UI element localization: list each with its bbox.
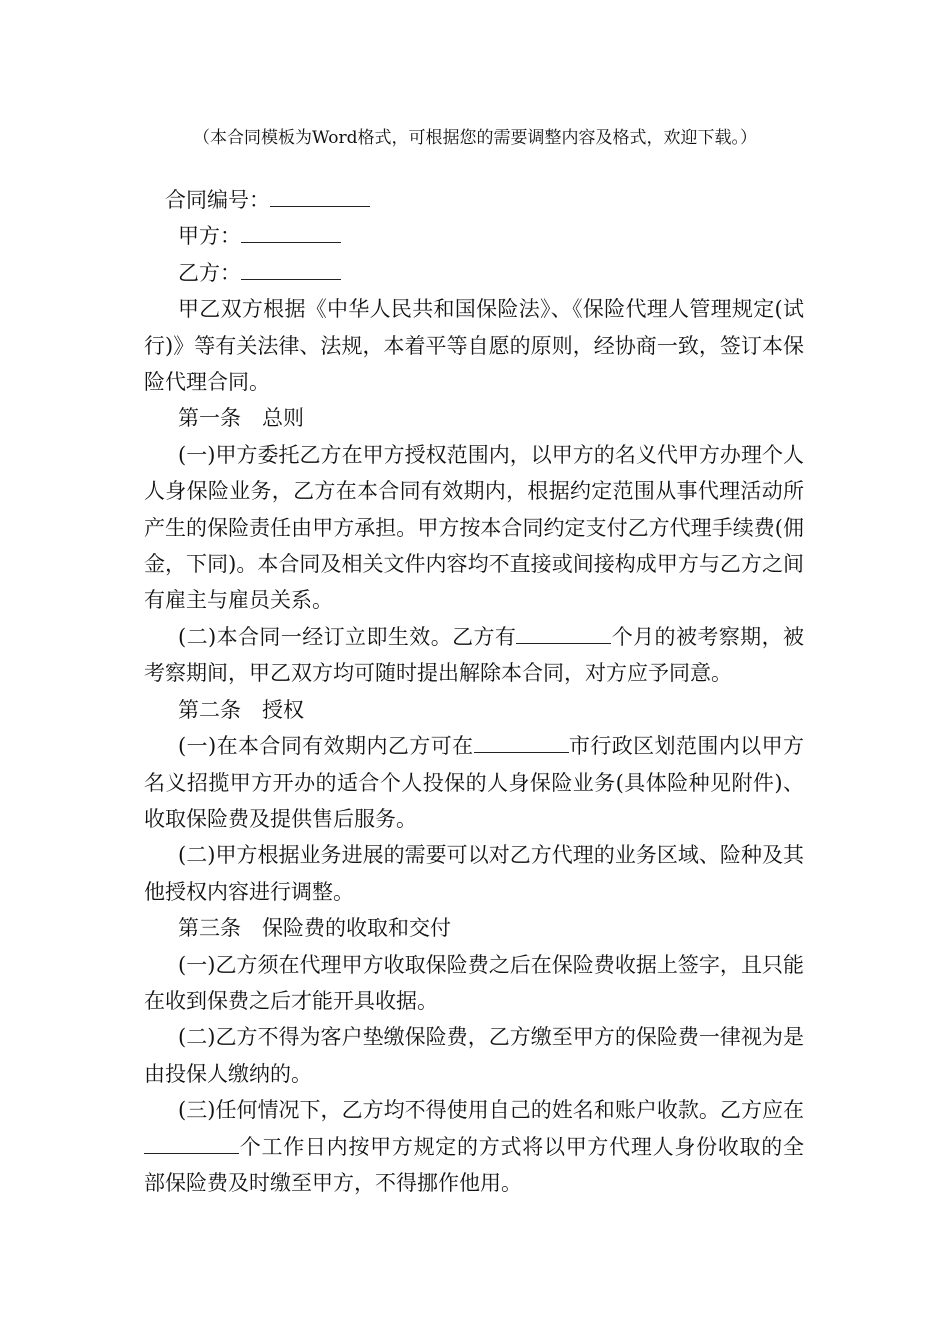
contract-body	[144, 182, 804, 1201]
article-2-clause-2: (二)甲方根据业务进展的需要可以对乙方代理的业务区域、险种及其他授权内容进行调整。	[144, 843, 804, 904]
article-3-title: 第三条 保险费的收取和交付	[178, 916, 451, 941]
party-a-blank	[241, 241, 341, 243]
contract-number-blank	[270, 205, 370, 207]
clause-text: (二)本合同一经订立即生效。乙方有	[178, 624, 517, 649]
contract-number-label: 合同编号：	[165, 188, 270, 212]
clause-text: 市行政区划范围内以甲方名义招揽甲方开办的适合个人投保的人身保险业务(具体险种见附件)、收取保险费及提供售后服务。	[144, 734, 805, 831]
template-note: （本合同模板为Word格式，可根据您的需要调整内容及格式，欢迎下载。）	[192, 128, 758, 148]
article-2-clause-1	[144, 728, 804, 837]
party-b-label: 乙方：	[178, 260, 241, 285]
article-3-clause-1: (一)乙方须在代理甲方收取保险费之后在保险费收据上签字，且只能在收到保费之后才能开具收据。	[144, 952, 804, 1013]
article-3-clause-3	[144, 1092, 804, 1201]
article-3-clause-2: (二)乙方不得为客户垫缴保险费，乙方缴至甲方的保险费一律视为是由投保人缴纳的。	[144, 1025, 804, 1086]
party-b-blank	[241, 278, 341, 280]
clause-text: 个月的被考察期，被考察期间，甲乙双方均可随时提出解除本合同，对方应予同意。	[144, 624, 804, 686]
clause-text: (三)任何情况下，乙方均不得使用自己的姓名和账户收款。乙方应在	[178, 1098, 804, 1123]
article-1-title: 第一条 总则	[178, 406, 304, 431]
party-a-line	[144, 218, 804, 254]
clause-text: 个工作日内按甲方规定的方式将以甲方代理人身份收取的全部保险费及时缴至甲方，不得挪作他用。	[144, 1134, 804, 1195]
fill-blank-city	[474, 751, 569, 753]
clause-text: (一)在本合同有效期内乙方可在	[178, 734, 474, 759]
intro-paragraph: 甲乙双方根据《中华人民共和国保险法》、《保险代理人管理规定(试行)》等有关法律、法规，本着平等自愿的原则，经协商一致，签订本保险代理合同。	[144, 297, 804, 395]
article-1-clause-1: (一)甲方委托乙方在甲方授权范围内，以甲方的名义代甲方办理个人人身保险业务，乙方在本合同有效期内，根据约定范围从事代理活动所产生的保险责任由甲方承担。甲方按本合同约定支付乙方代理手续费(佣金，下同)。本合同及相关文件内容均不直接或间接构成甲方与乙方之间有雇主与雇员关系。	[144, 442, 804, 613]
party-b-line	[144, 255, 804, 291]
article-2-title: 第二条 授权	[178, 697, 304, 722]
fill-blank-workdays	[144, 1152, 239, 1154]
fill-blank-months	[516, 642, 611, 644]
article-1-clause-2	[144, 619, 804, 692]
contract-number-line	[144, 182, 804, 218]
party-a-label: 甲方：	[178, 224, 241, 249]
